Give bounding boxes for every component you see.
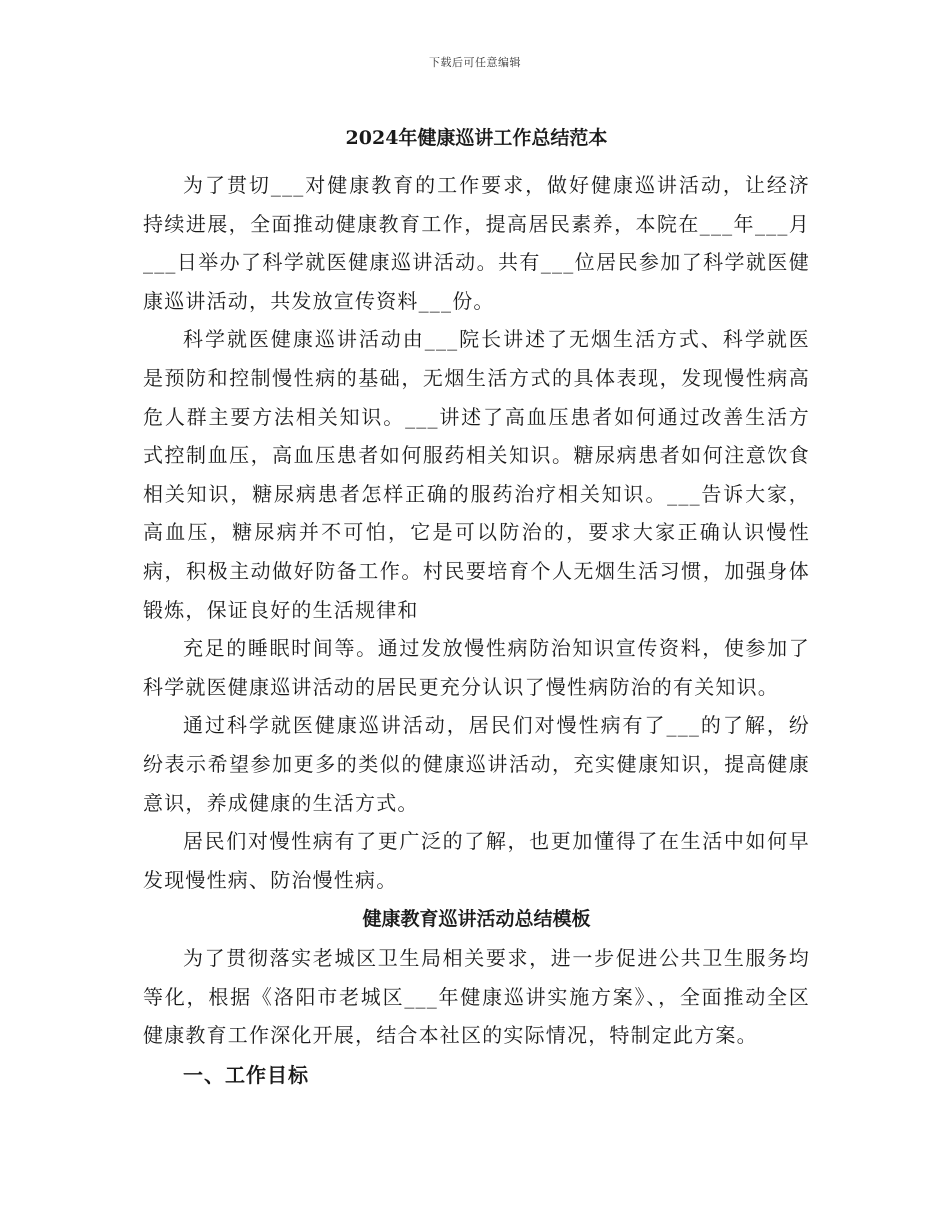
paragraph-4: 通过科学就医健康巡讲活动，居民们对慢性病有了___的了解，纷纷表示希望参加更多的类似的健康巡讲活动，充实健康知识，提高健康意识，养成健康的生活方式。 bbox=[143, 713, 810, 815]
paragraph-3: 充足的睡眠时间等。通过发放慢性病防治知识宣传资料，使参加了科学就医健康巡讲活动的居民更充分认识了慢性病防治的有关知识。 bbox=[143, 636, 810, 699]
document-body bbox=[143, 118, 810, 1095]
paragraph-2: 科学就医健康巡讲活动由___院长讲述了无烟生活方式、科学就医是预防和控制慢性病的基础，无烟生活方式的具体表现，发现慢性病高危人群主要方法相关知识。___讲述了高血压患者如何通过改善生活方式控制血压，高血压患者如何服药相关知识。糖尿病患者如何注意饮食相关知识，糖尿病患者怎样正确的服药治疗相关知识。___告诉大家，高血压，糖尿病并不可怕，它是可以防治的，要求大家正确认识慢性病，积极主动做好防备工作。村民要培育个人无烟生活习惯，加强身体锻炼，保证良好的生活规律和 bbox=[143, 327, 810, 622]
section-title: 健康教育巡讲活动总结模板 bbox=[362, 908, 591, 931]
section-heading-goals: 一、工作目标 bbox=[183, 1063, 309, 1088]
paragraph-1: 为了贯切___对健康教育的工作要求，做好健康巡讲活动，让经济持续进展，全面推动健康教育工作，提高居民素养，本院在___年___月___日举办了科学就医健康巡讲活动。共有___位居民参加了科学就医健康巡讲活动，共发放宣传资料___份。 bbox=[143, 173, 810, 313]
section-paragraph: 为了贯彻落实老城区卫生局相关要求，进一步促进公共卫生服务均等化，根据《洛阳市老城区___年健康巡讲实施方案》、，全面推动全区健康教育工作深化开展，结合本社区的实际情况，特制定此方案。 bbox=[143, 946, 810, 1048]
document-title: 2024年健康巡讲工作总结范本 bbox=[345, 127, 608, 149]
paragraph-5: 居民们对慢性病有了更广泛的了解，也更加懂得了在生活中如何早发现慢性病、防治慢性病。 bbox=[143, 829, 810, 892]
page-header-note: 下载后可任意编辑 bbox=[429, 56, 521, 69]
